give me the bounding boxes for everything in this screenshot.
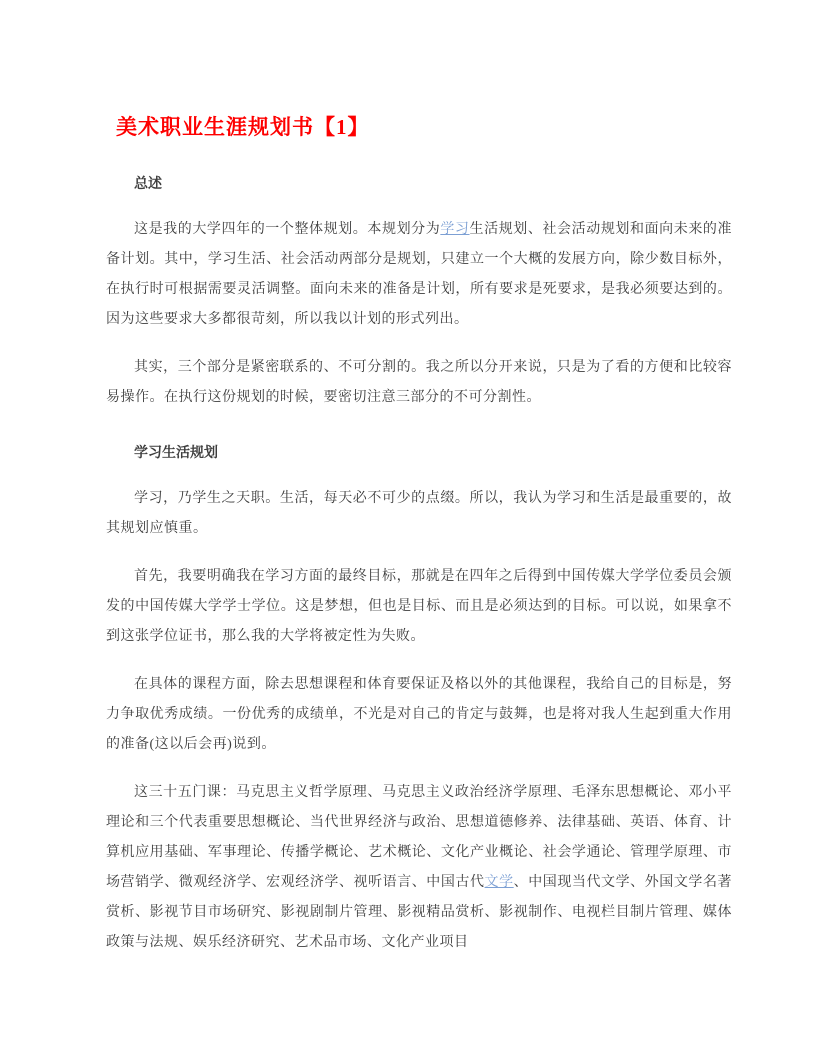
paragraph-course-list xyxy=(106,778,732,958)
text-run: 、中国现当代文学、外国文学名著赏析、影视节目市场研究、影视剧制片管理、影视精品赏析、影视制作、电视栏目制片管理、媒体政策与法规、娱乐经济研究、艺术品市场、文化产业项目 xyxy=(106,875,733,950)
paragraph-overall-plan xyxy=(106,215,732,335)
paragraph-study-importance: 学习，乃学生之天职。生活，每天必不可少的点缀。所以，我认为学习和生活是最重要的，故其规划应慎重。 xyxy=(106,491,732,536)
paragraph-three-parts: 其实，三个部分是紧密联系的、不可分割的。我之所以分开来说，只是为了看的方便和比较容易操作。在执行这份规划的时候，要密切注意三部分的不可分割性。 xyxy=(106,360,732,405)
text-run: 生活规划、社会活动规划和面向未来的准备计划。其中，学习生活、社会活动两部分是规划，只建立一个大概的发展方向，除少数目标外，在执行时可根据需要灵活调整。面向未来的准备是计划，所有要求是死要求，是我必须要达到的。因为这些要求大多都很苛刻，所以我以计划的形式列出。 xyxy=(106,222,733,327)
text-run: 这是我的大学四年的一个整体规划。本规划分为 xyxy=(134,222,441,237)
document-title: 美术职业生涯规划书【1】 xyxy=(116,115,370,139)
section-heading-overview: 总述 xyxy=(134,177,162,192)
paragraph-degree-goal: 首先，我要明确我在学习方面的最终目标，那就是在四年之后得到中国传媒大学学位委员会颁发的中国传媒大学学士学位。这是梦想，但也是目标、而且是必须达到的目标。可以说，如果拿不到这张学位证书，那么我的大学将被定性为失败。 xyxy=(106,569,732,644)
text-run: 这三十五门课：马克思主义哲学原理、马克思主义政治经济学原理、毛泽东思想概论、邓小平理论和三个代表重要思想概论、当代世界经济与政治、思想道德修养、法律基础、英语、体育、计算机应用基础、军事理论、传播学概论、艺术概论、文化产业概论、社会学通论、管理学原理、市场营销学、微观经济学、宏观经济学、视听语言、中国古代 xyxy=(106,785,732,890)
section-heading-study-life: 学习生活规划 xyxy=(134,446,218,461)
inline-link-wenxue[interactable]: 文学 xyxy=(484,875,514,890)
paragraph-course-goal: 在具体的课程方面，除去思想课程和体育要保证及格以外的其他课程，我给自己的目标是，努力争取优秀成绩。一份优秀的成绩单，不光是对自己的肯定与鼓舞，也是将对我人生起到重大作用的准备(这以后会再)说到。 xyxy=(106,677,732,752)
inline-link-xuexi[interactable]: 学习 xyxy=(440,222,470,237)
